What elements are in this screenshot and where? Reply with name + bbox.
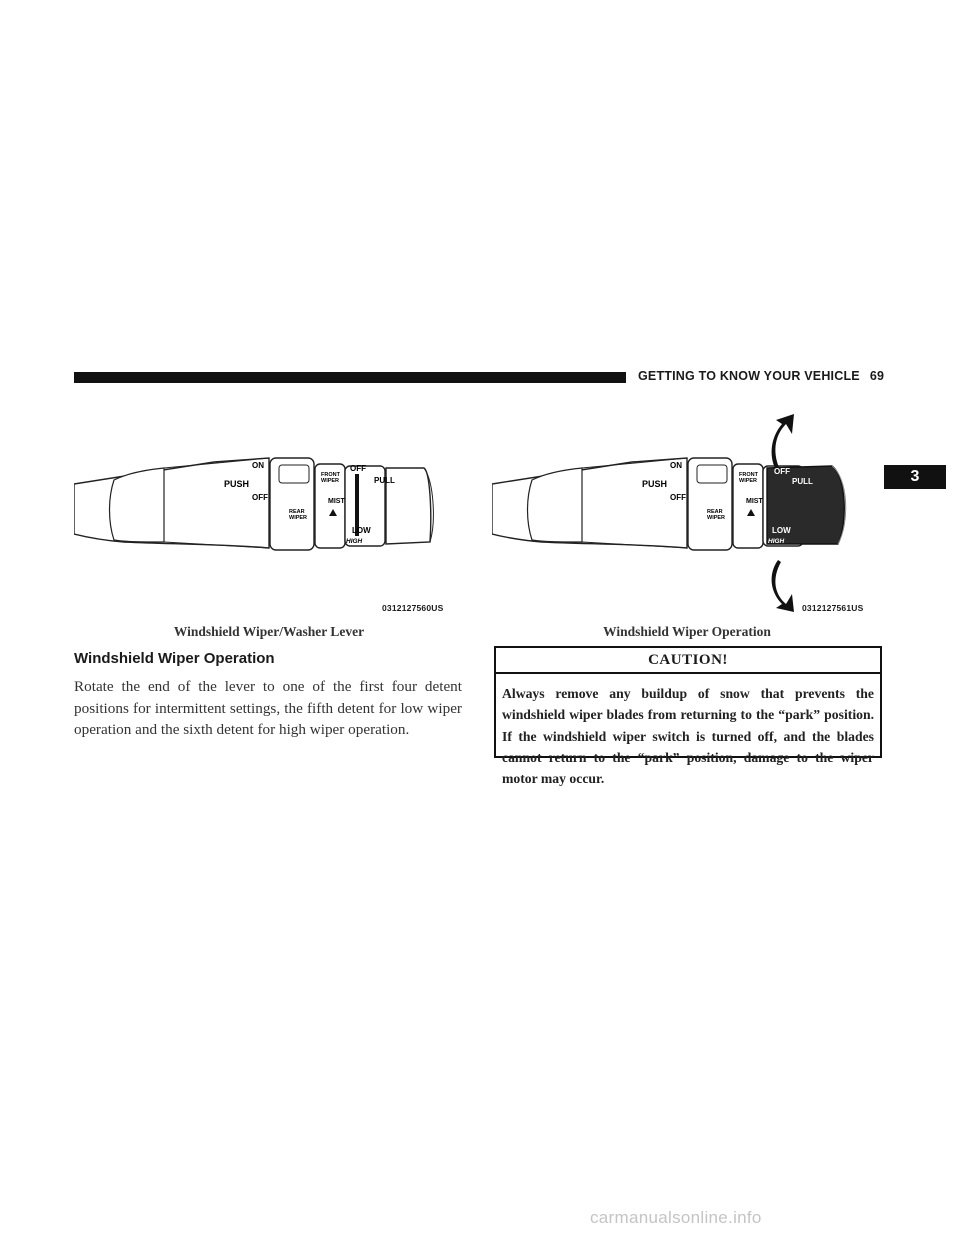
- header-rule: [74, 372, 626, 383]
- chapter-tab: 3: [884, 465, 946, 489]
- figure-wiper-washer-lever: [74, 412, 464, 612]
- figure-code: 0312127560US: [382, 603, 444, 613]
- lbl-pull: PULL: [374, 476, 395, 485]
- wiper-lever-illustration: [74, 412, 464, 612]
- lbl-front-wiper-2: WIPER: [321, 478, 340, 484]
- page-number: 69: [869, 369, 885, 383]
- lbl-mist: MIST: [746, 498, 763, 505]
- lbl-off-rear: OFF: [252, 493, 268, 502]
- lbl-rear-wiper-1: REAR: [289, 509, 305, 515]
- caution-text: Always remove any buildup of snow that prevents the windshield wiper blades from returning to the “park” position. If the windshield wiper switch is turned off, and the blades cannot return to the “park” position, damage to the wiper motor may occur.: [502, 686, 874, 787]
- lbl-on: ON: [252, 461, 264, 470]
- body-paragraph: Rotate the end of the lever to one of the first four detent positions for intermittent settings, the fifth detent for low wiper operation and the sixth detent for high wiper operation.: [74, 678, 462, 738]
- lbl-rear-wiper-2: WIPER: [707, 515, 726, 521]
- lbl-pull: PULL: [792, 477, 813, 486]
- figure-wiper-operation: [492, 412, 882, 612]
- lbl-front-wiper-1: FRONT: [739, 472, 758, 478]
- header-section: GETTING TO KNOW YOUR VEHICLE: [638, 369, 860, 383]
- lbl-off: OFF: [774, 467, 790, 476]
- figure-code: 0312127561US: [802, 603, 864, 613]
- figure-caption: Windshield Wiper/Washer Lever: [173, 624, 365, 639]
- lbl-off-rear: OFF: [670, 493, 686, 502]
- lbl-low: LOW: [352, 526, 371, 535]
- lbl-rear-wiper-2: WIPER: [289, 515, 308, 521]
- watermark: carmanualsonline.info: [590, 1208, 762, 1227]
- lbl-low: LOW: [772, 526, 791, 535]
- caution-title: CAUTION!: [496, 648, 880, 674]
- running-header: [638, 369, 884, 383]
- lbl-rear-wiper-1: REAR: [707, 509, 723, 515]
- lbl-on: ON: [670, 461, 682, 470]
- section-title: Windshield Wiper Operation: [74, 650, 275, 667]
- wiper-operation-illustration: [492, 412, 882, 612]
- lbl-push: PUSH: [224, 479, 250, 489]
- figure-caption: Windshield Wiper Operation: [603, 624, 771, 639]
- lbl-high: HIGH: [346, 538, 363, 545]
- lbl-push: PUSH: [642, 479, 668, 489]
- caution-box: [494, 646, 882, 787]
- lbl-front-wiper-2: WIPER: [739, 478, 758, 484]
- lbl-high: HIGH: [768, 538, 785, 545]
- lbl-off: OFF: [350, 464, 366, 473]
- lbl-mist: MIST: [328, 498, 345, 505]
- lbl-front-wiper-1: FRONT: [321, 472, 340, 478]
